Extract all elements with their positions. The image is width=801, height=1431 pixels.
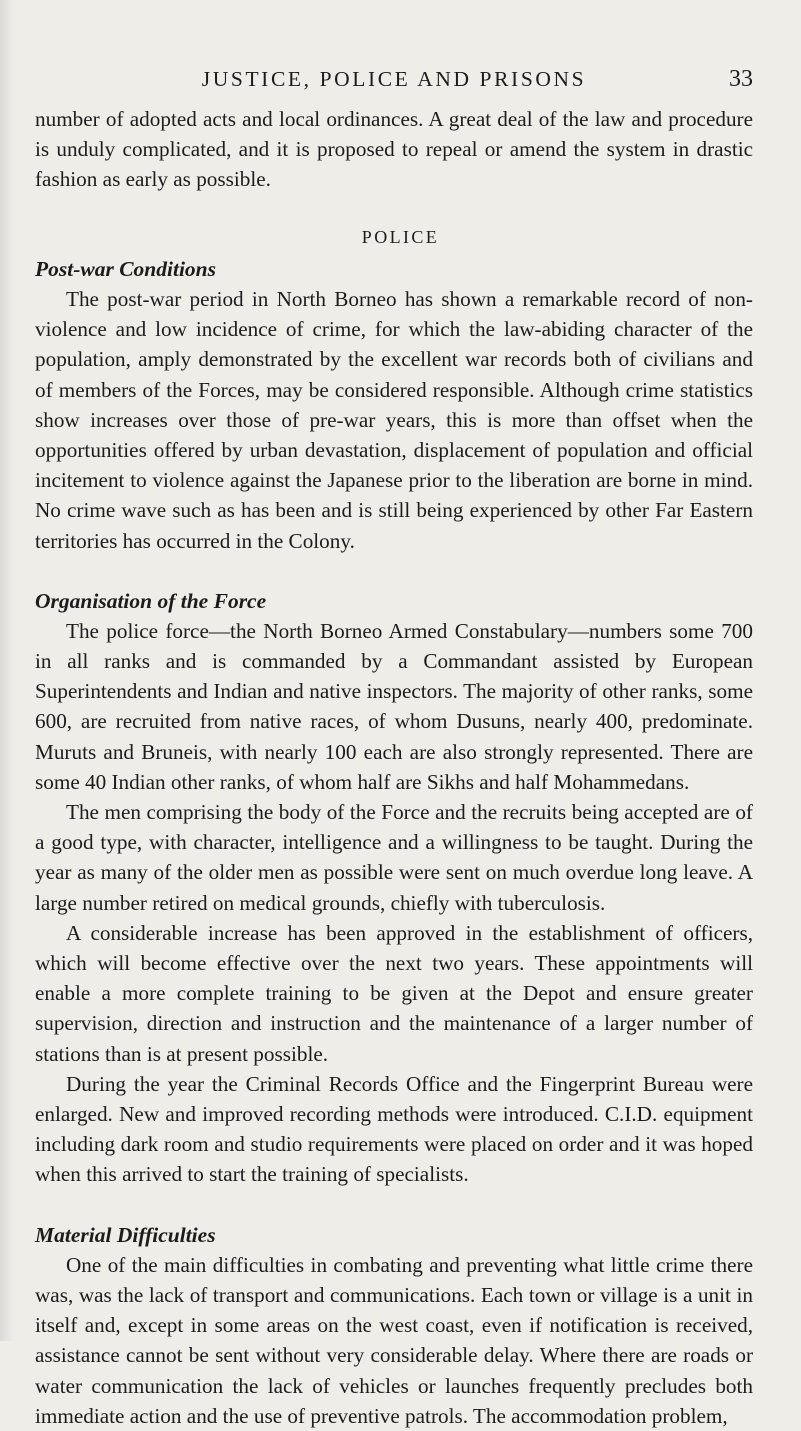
paragraph-organisation-3: A considerable increase has been approved in the establishment of officers, which will become effective over the next two years. These appointments will enable a more complete training to be given at the Depot and ensure greater supervision, direction and instruction and the maintenance of a larger number of stations than is at present possible. (35, 920, 753, 1066)
paragraph-material-1: One of the main difficulties in combating and preventing what little crime there was, was the lack of transport and communications. Each town or village is a unit in itself and, except in some areas on the west coast, even if notification is received, assistance cannot be sent without very considerable delay. Where there are roads or water communication the lack of vehicles or launches frequently precludes both immediate action and the use of preventive patrols. The accommodation problem, (35, 1252, 753, 1428)
subsection-title-organisation: Organisation of the Force (35, 588, 267, 613)
section-heading-police: POLICE (361, 227, 440, 247)
paragraph-post-war-1: The post-war period in North Borneo has shown a remarkable record of non-violence and low incidence of crime, for which the law-abiding character of the population, amply demonstrated by the excellent war records both of civilians and of members of the Forces, may be considered responsible. Although crime statistics show increases over those of pre-war years, this is more than offset when the opportunities offered by urban devastation, displacement of population and official incitement to violence against the Japanese prior to the liberation are borne in mind. No crime wave such as has been and is still being experienced by other Far Eastern territories has occurred in the Colony. (35, 287, 753, 553)
running-header (35, 64, 753, 94)
paragraph-gap (35, 556, 753, 586)
running-title: JUSTICE, POLICE AND PRISONS (201, 67, 587, 91)
subsection-title-post-war-conditions: Post-war Conditions (35, 257, 217, 281)
paragraph-organisation-2: The men comprising the body of the Force and the recruits being accepted are of a good type, with character, intelligence and a willingness to be taught. During the year as many of the older men as possible were sent on much overdue long leave. A large number retired on medical grounds, chiefly with tuberculosis. (35, 800, 753, 915)
binding-shadow (0, 0, 14, 1341)
page-number: 33 (729, 66, 753, 92)
paragraph-organisation-1: The police force—the North Borneo Armed Constabulary—numbers some 700 in all ranks and is commanded by a Commandant assisted by European Superintendents and Indian and native inspectors. The majority of other ranks, some 600, are recruited from native races, of whom Dusuns, nearly 400, predominate. Muruts and Bruneis, with nearly 100 each are also strongly represented. There are some 40 Indian other ranks, of whom half are Sikhs and half Mohammedans. (35, 618, 753, 794)
section-body (35, 254, 753, 1431)
subsection-title-material-difficulties: Material Difficulties (35, 1222, 216, 1247)
paragraph-organisation-4: During the year the Criminal Records Office and the Fingerprint Bureau were enlarged. New and improved recording methods were introduced. C.I.D. equipment including dark room and studio requirements were placed on order and it was hoped when this arrived to start the training of specialists. (35, 1071, 753, 1187)
intro-paragraph: number of adopted acts and local ordinances. A great deal of the law and procedure is unduly complicated, and it is proposed to repeal or amend the system in drastic fashion as early as possible. (35, 107, 753, 192)
paragraph-gap (35, 1190, 753, 1220)
intro-block (35, 104, 753, 195)
